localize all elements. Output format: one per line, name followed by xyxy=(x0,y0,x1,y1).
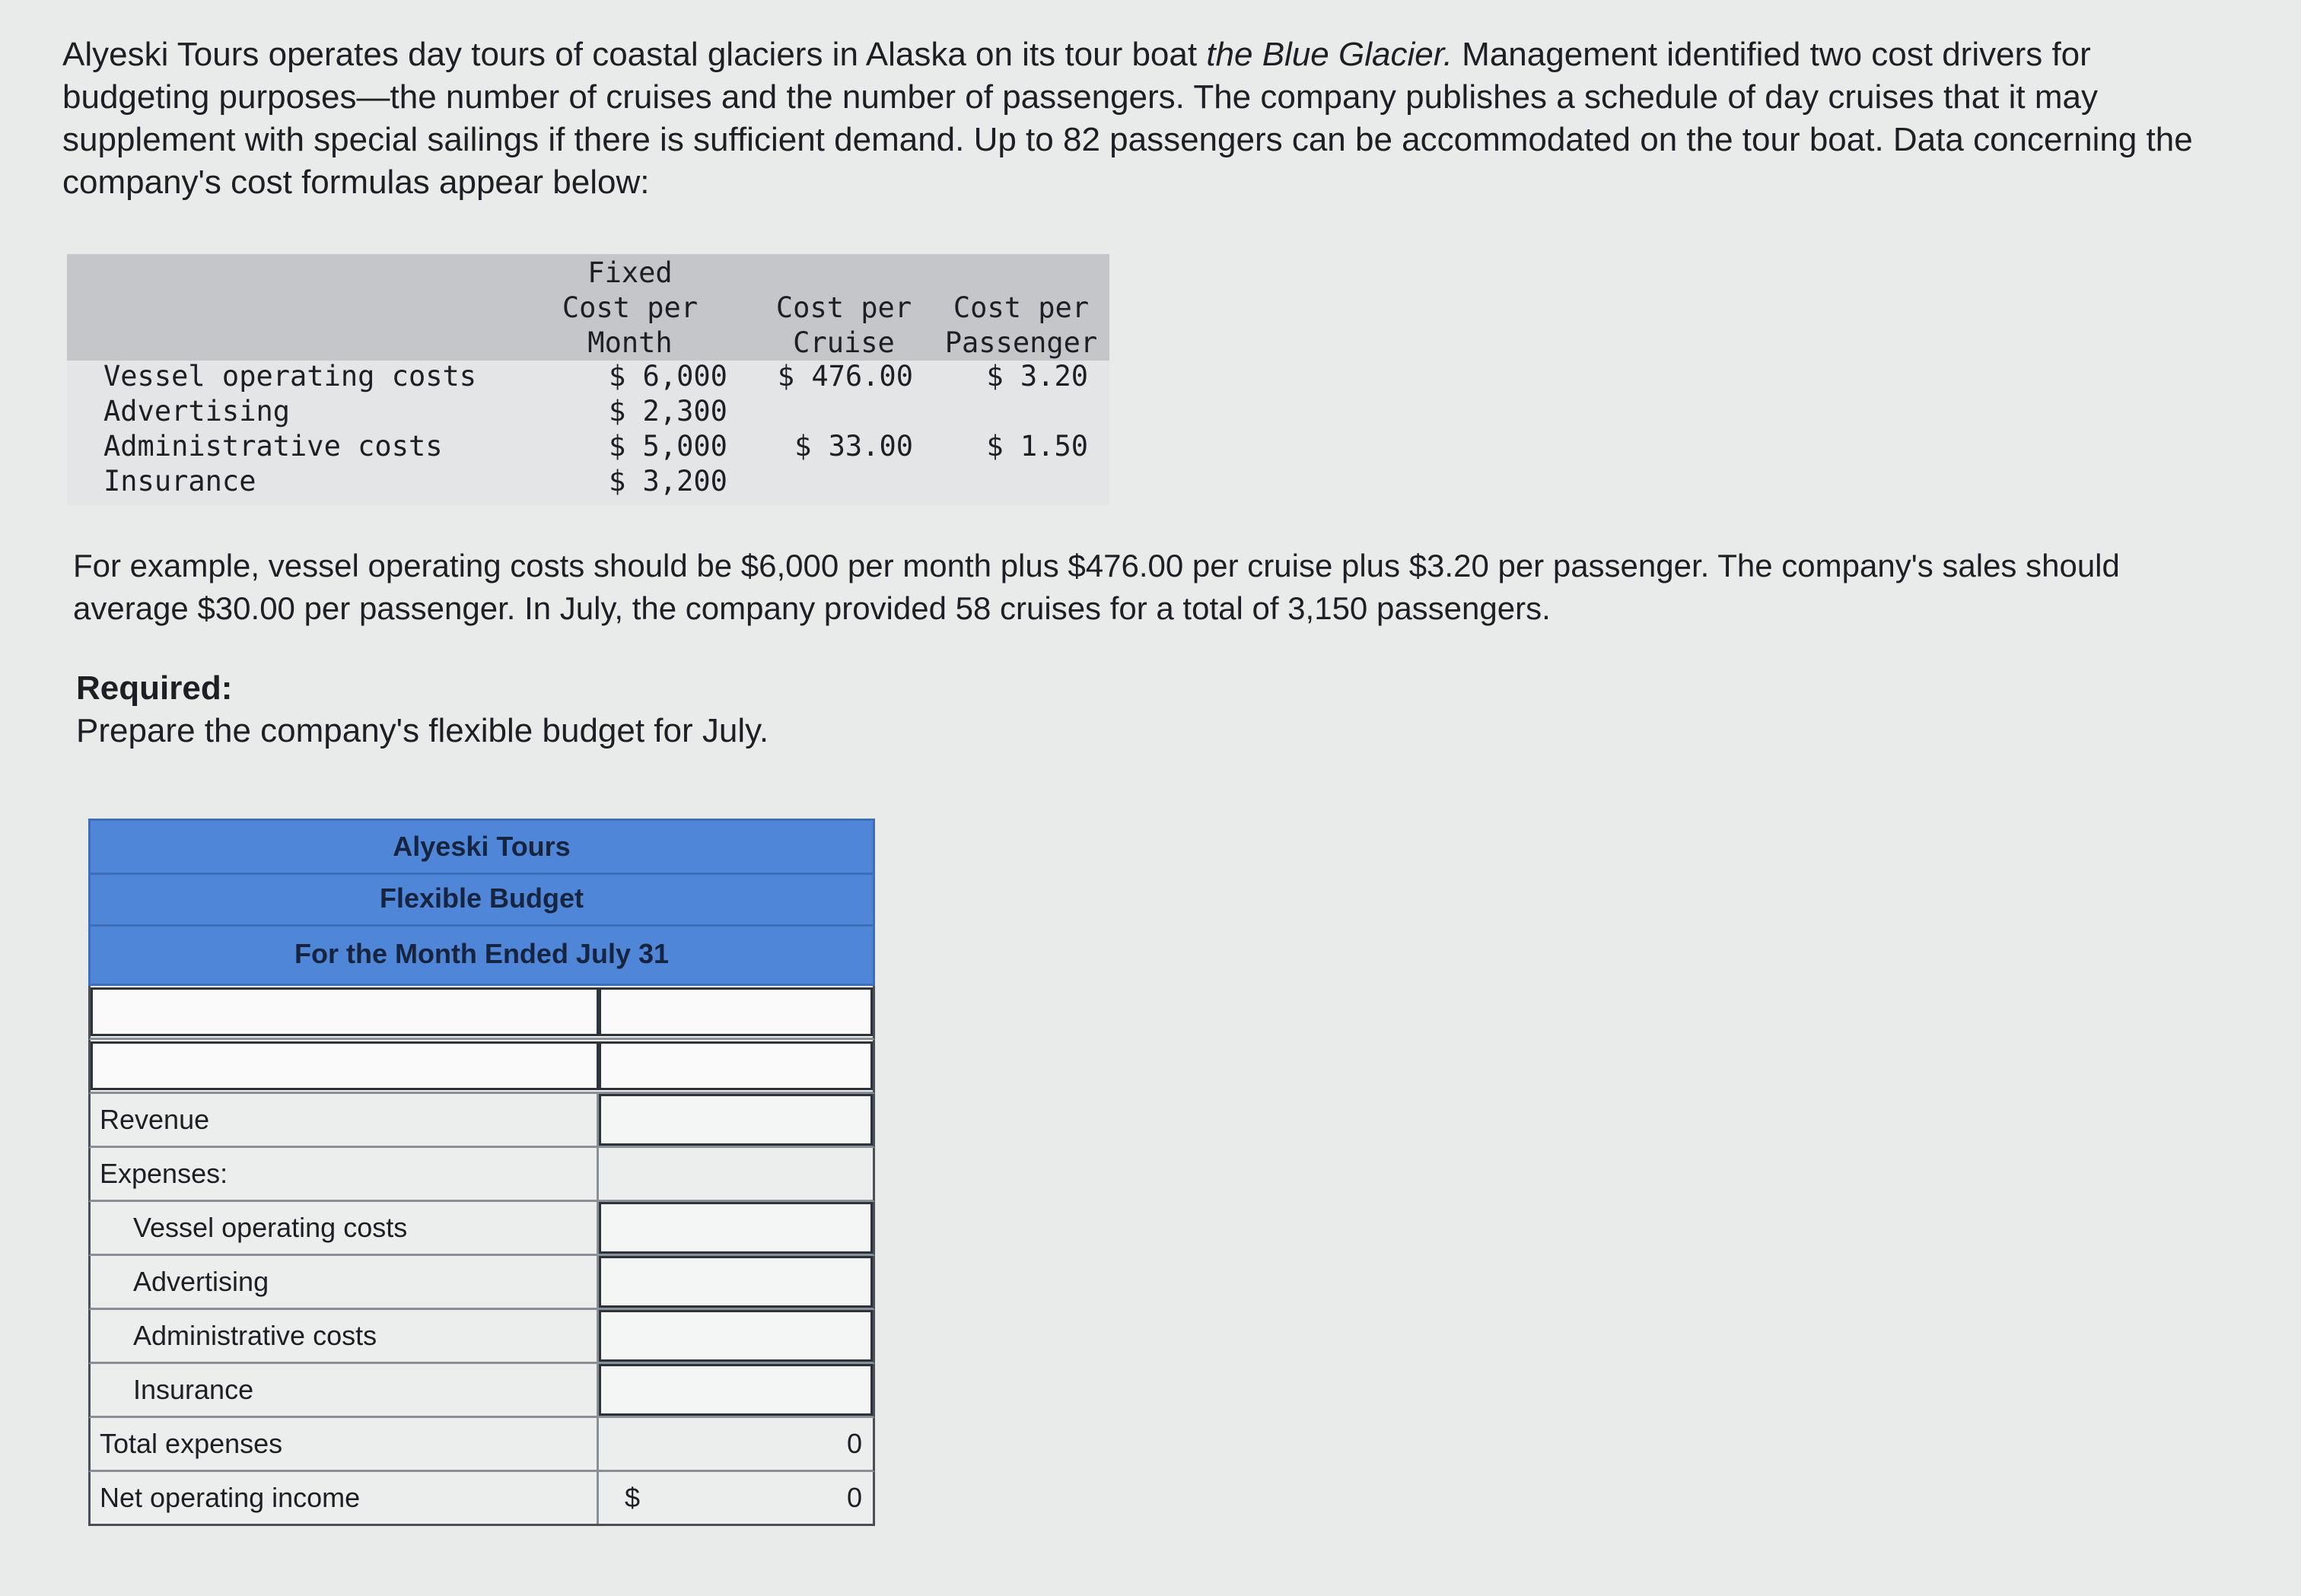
required-heading: Required: xyxy=(76,669,233,707)
budget-row-advertising xyxy=(88,1256,875,1310)
cost-row-vessel: Vessel operating costs $ 6,000 $ 476.00 $ 3.20 xyxy=(103,360,1088,393)
currency-symbol: $ xyxy=(625,1482,641,1513)
net-income-label: Net operating income xyxy=(91,1472,599,1524)
header-label-input-1[interactable] xyxy=(91,987,599,1036)
net-income-value: 0 xyxy=(846,1482,862,1513)
budget-row-insurance xyxy=(88,1364,875,1418)
header-label-field-1[interactable] xyxy=(102,989,597,1035)
budget-row-vessel xyxy=(88,1202,875,1256)
advertising-input[interactable] xyxy=(599,1256,873,1308)
header-label-input-2[interactable] xyxy=(91,1041,599,1090)
header-value-input-1[interactable] xyxy=(599,987,873,1036)
required-instruction: Prepare the company's flexible budget for July. xyxy=(76,712,769,749)
intro-text-1: Alyeski Tours operates day tours of coastal glaciers in Alaska on its tour boat xyxy=(62,36,1207,73)
total-expenses-label: Total expenses xyxy=(91,1418,599,1470)
budget-header-input-row-1 xyxy=(88,986,875,1040)
budget-row-admin xyxy=(88,1310,875,1364)
problem-intro xyxy=(62,33,2239,204)
intro-text-2: Management identified two cost drivers for budgeting purposes—the number of cruises and the number of passengers. The company publishes a schedule of day cruises that it may supplement with special sailings if there is sufficient demand. Up to 82 passengers can be accommodated on the tour boat. Data concerning the company's cost formulas appear below: xyxy=(62,36,2193,201)
cost-row-insurance: Insurance $ 3,200 xyxy=(103,465,727,498)
boat-name: the Blue Glacier. xyxy=(1206,36,1453,73)
header-cost-per-passenger: Cost per Passenger xyxy=(944,291,1098,359)
budget-company-name: Alyeski Tours xyxy=(91,821,873,875)
budget-header xyxy=(88,819,875,986)
insurance-input[interactable] xyxy=(599,1364,873,1416)
vessel-field[interactable] xyxy=(601,1203,860,1252)
budget-row-net-income xyxy=(88,1472,875,1526)
admin-field[interactable] xyxy=(601,1311,860,1360)
cost-row-administrative: Administrative costs $ 5,000 $ 33.00 $ 1.50 xyxy=(103,430,1088,463)
header-label-field-2[interactable] xyxy=(102,1043,597,1089)
revenue-input[interactable] xyxy=(599,1094,873,1146)
budget-title: Flexible Budget xyxy=(91,873,873,927)
header-fixed-cost: Fixed Cost per Month xyxy=(562,256,699,359)
revenue-label: Revenue xyxy=(91,1094,599,1146)
cost-formula-table xyxy=(67,254,1109,505)
revenue-field[interactable] xyxy=(601,1095,860,1144)
net-income-cell xyxy=(599,1472,873,1524)
cost-row-advertising: Advertising $ 2,300 xyxy=(103,395,727,428)
insurance-field[interactable] xyxy=(601,1366,860,1414)
budget-row-expenses xyxy=(88,1148,875,1202)
budget-header-input-row-2 xyxy=(88,1040,875,1094)
example-text: For example, vessel operating costs should be $6,000 per month plus $476.00 per cruise plus $3.20 per passenger. The company's sales should average $30.00 per passenger. In July, the company provided 58 cruises for a total of 3,150 passengers. xyxy=(73,548,2120,626)
vessel-label: Vessel operating costs xyxy=(91,1202,599,1254)
flexible-budget-table xyxy=(88,819,875,1526)
header-value-field-2[interactable] xyxy=(601,1043,860,1089)
expenses-blank-cell xyxy=(599,1148,873,1200)
expenses-label: Expenses: xyxy=(91,1148,599,1200)
budget-row-total-expenses xyxy=(88,1418,875,1472)
cost-table-header xyxy=(67,254,1109,361)
advertising-label: Advertising xyxy=(91,1256,599,1308)
admin-input[interactable] xyxy=(599,1310,873,1362)
header-value-input-2[interactable] xyxy=(599,1041,873,1090)
advertising-field[interactable] xyxy=(601,1257,860,1306)
budget-row-revenue xyxy=(88,1094,875,1148)
header-cost-per-cruise: Cost per Cruise xyxy=(775,291,912,359)
budget-period: For the Month Ended July 31 xyxy=(294,938,670,969)
vessel-input[interactable] xyxy=(599,1202,873,1254)
header-value-field-1[interactable] xyxy=(601,989,860,1035)
insurance-label: Insurance xyxy=(91,1364,599,1416)
total-expenses-value: 0 xyxy=(846,1428,862,1459)
admin-label: Administrative costs xyxy=(91,1310,599,1362)
